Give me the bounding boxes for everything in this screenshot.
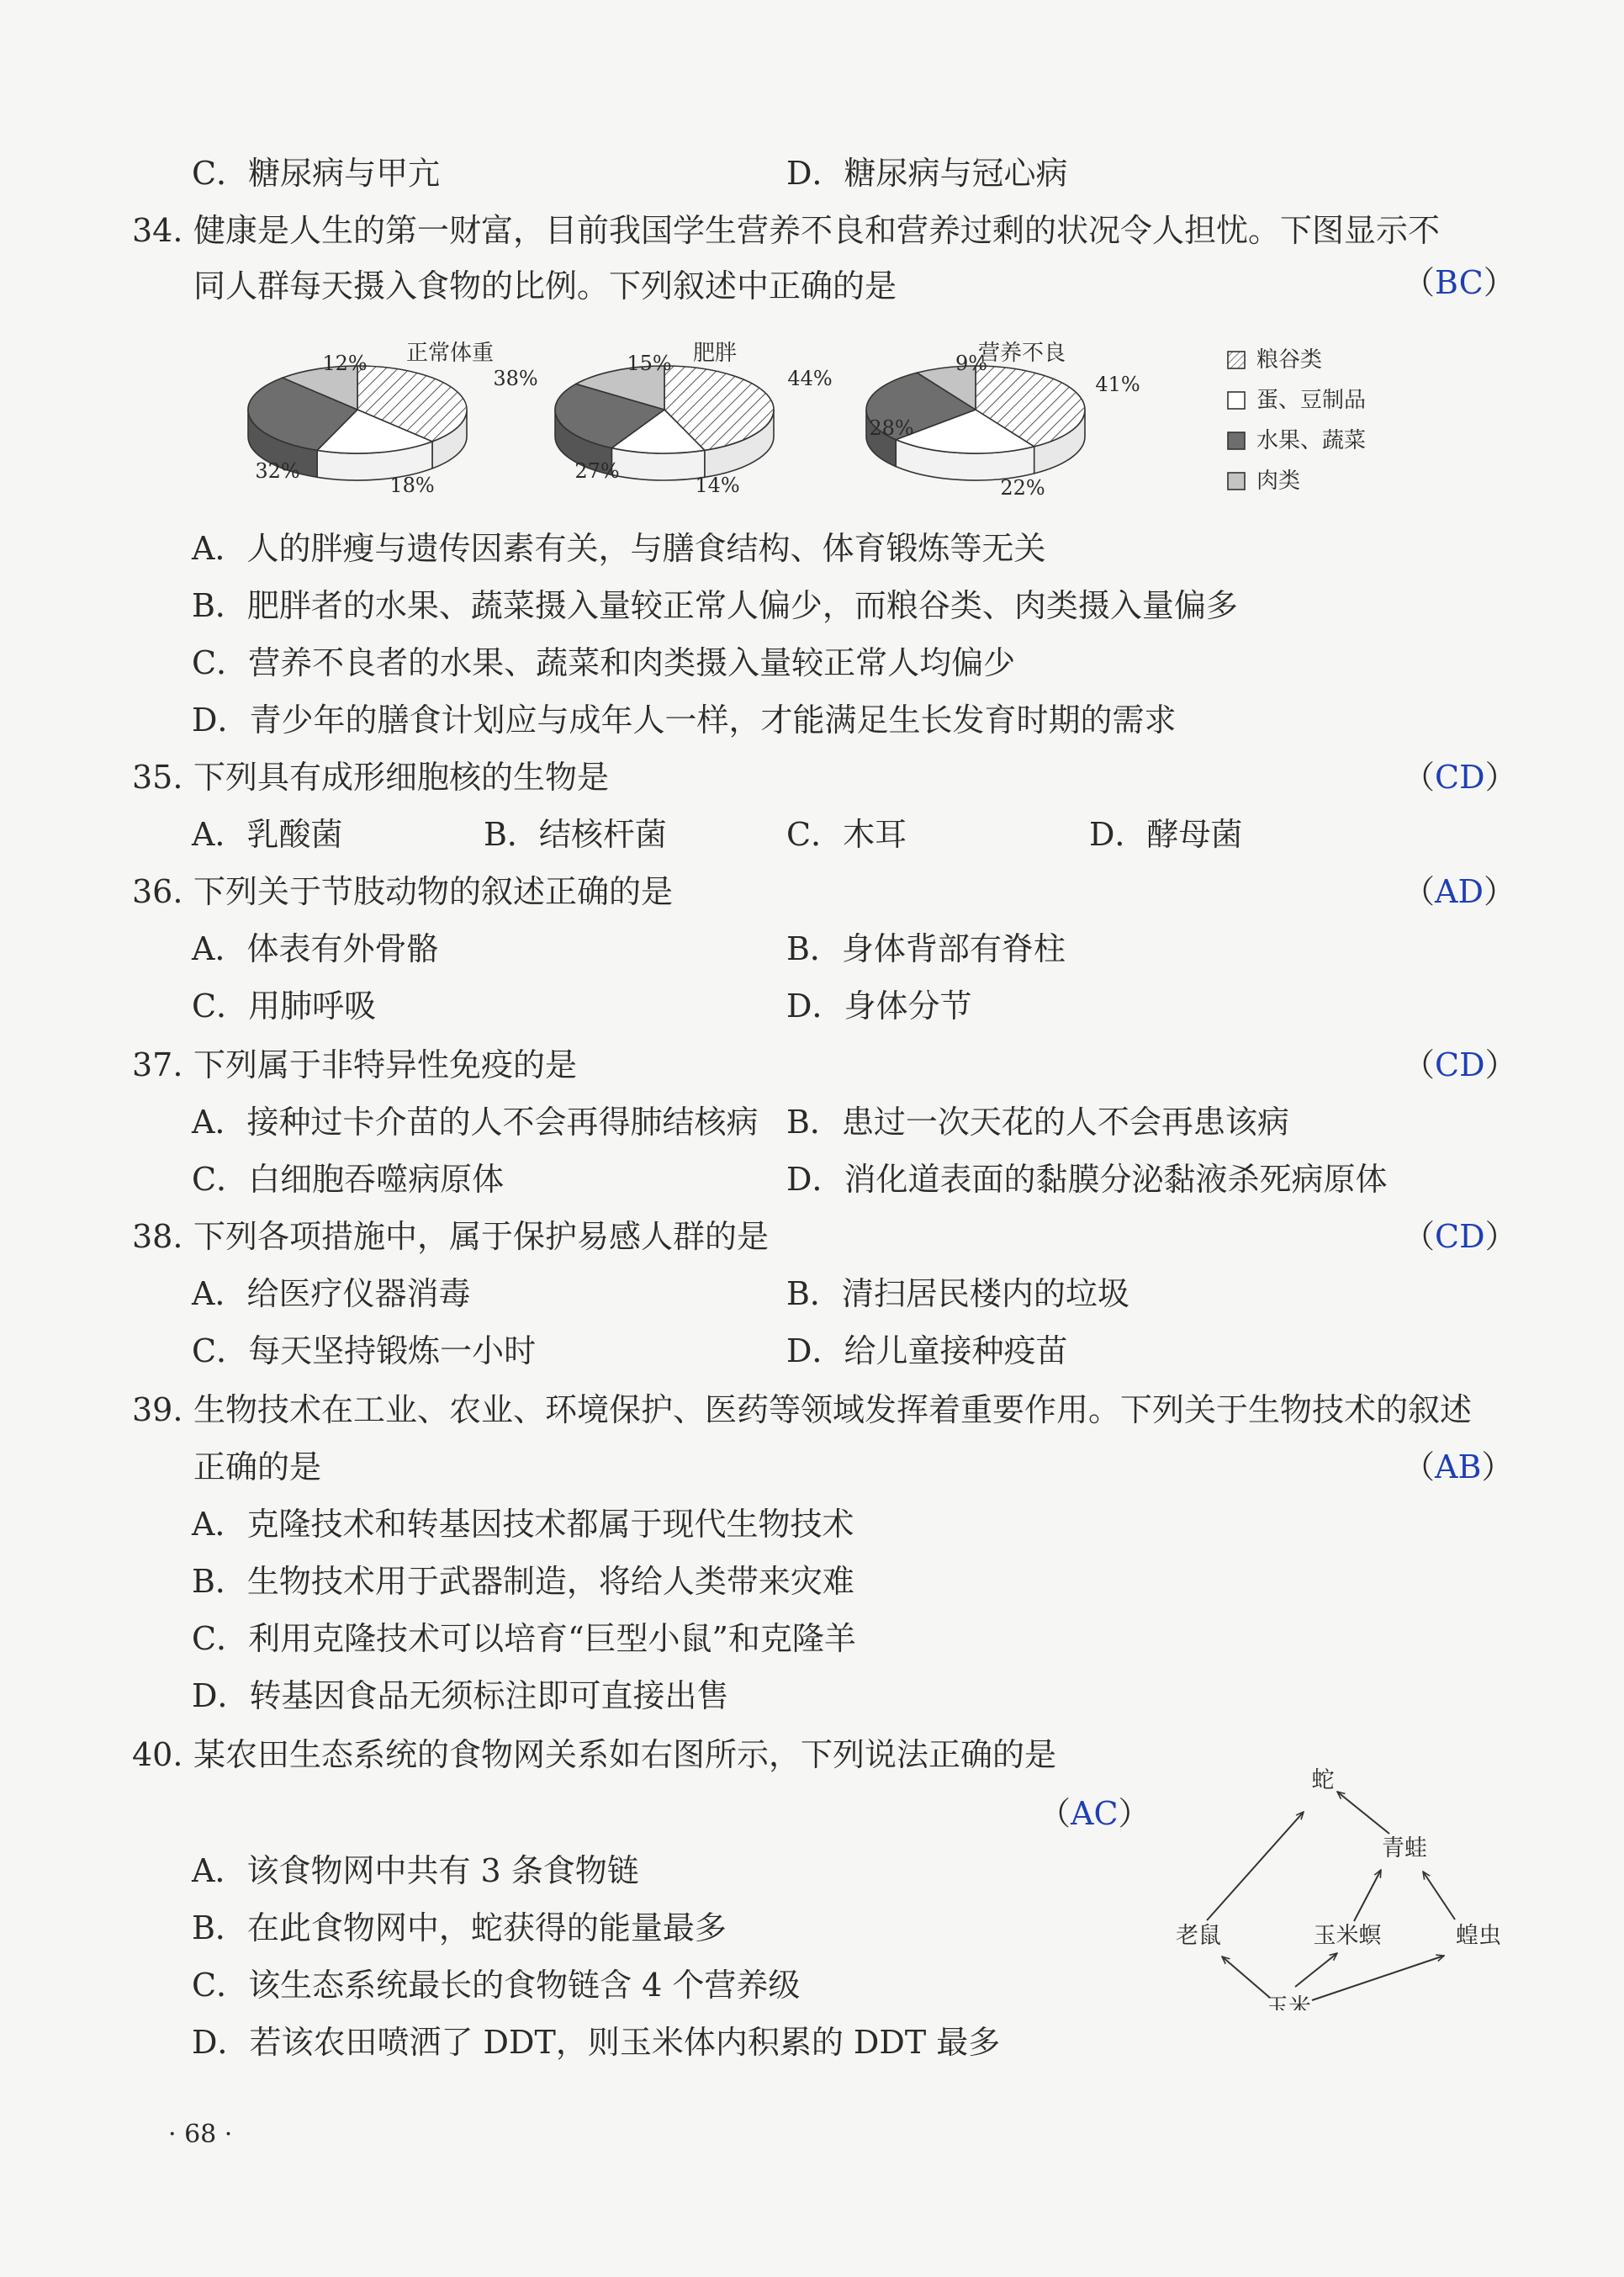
question-number: 36. <box>132 873 183 910</box>
arrow-borer-frog <box>1354 1870 1381 1921</box>
paren-close: ） <box>1483 264 1516 301</box>
option-c: C．白细胞吞噬病原体 <box>192 1161 505 1198</box>
node-mouse: 老鼠 <box>1176 1923 1221 1949</box>
option-d: D．酵母菌 <box>1089 816 1243 853</box>
option-a: A．该食物网中共有 3 条食物链 <box>192 1852 639 1889</box>
pie-title-1: 肥胖 <box>692 341 738 366</box>
node-snake: 蛇 <box>1311 1767 1335 1793</box>
option-a: A．体表有外骨骼 <box>192 930 439 967</box>
pie-title-2: 营养不良 <box>977 341 1066 366</box>
option-c: C．营养不良者的水果、蔬菜和肉类摄入量较正常人均偏少 <box>192 644 1016 681</box>
pie-label-0-3: 12% <box>322 352 368 375</box>
option-a: A．乳酸菌 <box>192 816 343 853</box>
option-b: B．患过一次天花的人不会再患该病 <box>786 1104 1289 1141</box>
question-number: 35. <box>132 759 183 796</box>
pie-charts-svg <box>235 328 1413 522</box>
option-d: D．消化道表面的黏膜分泌黏液杀死病原体 <box>786 1161 1388 1198</box>
arrow-corn-mouse <box>1222 1957 1270 1998</box>
paren-close: ） <box>1484 1046 1517 1083</box>
question-stem: 下列关于节肢动物的叙述正确的是 <box>193 873 674 910</box>
answer-bracket <box>1403 1045 1517 1085</box>
question-number: 34. <box>132 212 183 249</box>
paren-close: ） <box>1484 1218 1517 1255</box>
arrow-corn-locust <box>1312 1956 1444 2000</box>
option-d: D．转基因食品无须标注即可直接出售 <box>192 1677 729 1714</box>
paren-open: （ <box>1403 873 1436 910</box>
answer-bracket <box>1403 1216 1517 1257</box>
question-stem: 下列具有成形细胞核的生物是 <box>193 759 610 796</box>
option-b: B．生物技术用于武器制造，将给人类带来灾难 <box>192 1563 854 1600</box>
answer-bracket <box>1403 1447 1513 1487</box>
answer-value: AB <box>1435 1448 1482 1485</box>
pie-label-0-1: 18% <box>389 474 435 497</box>
node-corn: 玉米 <box>1266 1994 1311 2010</box>
legend-label-1: 蛋、豆制品 <box>1256 388 1367 413</box>
option-c: C．用肺呼吸 <box>192 988 377 1025</box>
option-d: D．身体分节 <box>786 988 972 1025</box>
option-a: A．人的胖瘦与遗传因素有关，与膳食结构、体育锻炼等无关 <box>192 530 1046 567</box>
option-d: D．青少年的膳食计划应与成年人一样，才能满足生长发育时期的需求 <box>192 702 1177 739</box>
option-a: A．接种过卡介苗的人不会再得肺结核病 <box>192 1104 759 1141</box>
food-web-svg <box>1161 1741 1514 2010</box>
question-stem: 正确的是 <box>193 1448 322 1485</box>
paren-open: （ <box>1403 264 1436 301</box>
question-stem: 同人群每天摄入食物的比例。下列叙述中正确的是 <box>193 267 897 304</box>
answer-value: CD <box>1435 1046 1485 1083</box>
option-b: B．肥胖者的水果、蔬菜摄入量较正常人偏少，而粮谷类、肉类摄入量偏多 <box>192 587 1238 624</box>
pie-label-1-0: 44% <box>787 367 833 390</box>
question-number: 39. <box>132 1391 183 1428</box>
q33-option-c: C．糖尿病与甲亢 <box>192 155 441 192</box>
question-stem: 下列属于非特异性免疫的是 <box>193 1046 578 1083</box>
pie-label-2-0: 41% <box>1095 373 1140 396</box>
answer-value: CD <box>1435 759 1485 796</box>
option-c: C．该生态系统最长的食物链含 4 个营养级 <box>192 1967 801 2004</box>
answer-bracket <box>1403 262 1516 303</box>
option-c: C．木耳 <box>786 816 907 853</box>
food-web-diagram <box>1161 1741 1514 2014</box>
arrow-locust-frog <box>1423 1872 1455 1920</box>
answer-value: CD <box>1435 1218 1485 1255</box>
option-d: D．若该农田喷洒了 DDT，则玉米体内积累的 DDT 最多 <box>192 2024 1001 2061</box>
answer-value: BC <box>1435 264 1484 301</box>
pie-label-1-2: 27% <box>574 459 620 483</box>
legend-label-3: 肉类 <box>1256 469 1301 494</box>
page-number: · 68 · <box>168 2120 233 2149</box>
paren-open: （ <box>1403 1046 1436 1083</box>
question-stem: 下列各项措施中，属于保护易感人群的是 <box>193 1218 770 1255</box>
paren-close: ） <box>1483 873 1516 910</box>
answer-value: AD <box>1435 873 1484 910</box>
arrow-corn-borer <box>1295 1953 1337 1987</box>
option-c: C．利用克隆技术可以培育“巨型小鼠”和克隆羊 <box>192 1620 856 1657</box>
node-frog: 青蛙 <box>1382 1835 1427 1861</box>
answer-bracket <box>1403 871 1516 912</box>
pie-label-1-1: 14% <box>695 474 740 497</box>
legend-swatch-3 <box>1228 473 1245 490</box>
paren-close: ） <box>1481 1448 1514 1485</box>
pie-title-0: 正常体重 <box>405 341 495 366</box>
paren-close: ） <box>1484 759 1517 796</box>
answer-value: AC <box>1071 1795 1119 1832</box>
node-locust: 蝗虫 <box>1456 1923 1501 1949</box>
option-b: B．在此食物网中，蛇获得的能量最多 <box>192 1909 727 1946</box>
question-number: 37. <box>132 1046 183 1083</box>
option-b: B．清扫居民楼内的垃圾 <box>786 1275 1129 1312</box>
pie-label-2-2: 28% <box>869 416 914 440</box>
option-b: B．结核杆菌 <box>484 816 667 853</box>
question-stem: 生物技术在工业、农业、环境保护、医药等领域发挥着重要作用。下列关于生物技术的叙述 <box>193 1391 1473 1428</box>
pie-label-2-1: 22% <box>1000 476 1045 500</box>
answer-bracket <box>1039 1793 1151 1834</box>
paren-open: （ <box>1039 1795 1071 1832</box>
q33-option-d: D．糖尿病与冠心病 <box>786 155 1068 192</box>
option-c: C．每天坚持锻炼一小时 <box>192 1332 537 1369</box>
option-b: B．身体背部有脊柱 <box>786 930 1066 967</box>
option-d: D．给儿童接种疫苗 <box>786 1332 1068 1369</box>
legend-swatch-2 <box>1228 432 1245 449</box>
pie-label-0-0: 38% <box>493 367 538 390</box>
legend-label-0: 粮谷类 <box>1256 347 1323 373</box>
option-a: A．给医疗仪器消毒 <box>192 1275 471 1312</box>
pie-label-0-2: 32% <box>255 459 300 483</box>
pie-label-2-3: 9% <box>955 352 988 375</box>
question-stem: 某农田生态系统的食物网关系如右图所示，下列说法正确的是 <box>193 1736 1057 1773</box>
legend-swatch-1 <box>1228 392 1245 409</box>
paren-open: （ <box>1403 759 1436 796</box>
node-borer: 玉米螟 <box>1313 1923 1382 1949</box>
arrow-mouse-snake <box>1207 1812 1304 1920</box>
chart-legend <box>1228 347 1366 494</box>
pie-label-1-3: 15% <box>627 352 672 375</box>
arrow-frog-snake <box>1337 1792 1389 1834</box>
legend-label-2: 水果、蔬菜 <box>1256 428 1367 453</box>
paren-open: （ <box>1403 1218 1436 1255</box>
paren-close: ） <box>1118 1795 1151 1832</box>
pie-chart-figure <box>235 328 1413 525</box>
answer-bracket <box>1403 757 1517 797</box>
question-number: 40. <box>132 1736 183 1773</box>
option-a: A．克隆技术和转基因技术都属于现代生物技术 <box>192 1506 854 1543</box>
paren-open: （ <box>1403 1448 1436 1485</box>
question-stem: 健康是人生的第一财富，目前我国学生营养不良和营养过剩的状况令人担忧。下图显示不 <box>193 212 1441 249</box>
question-number: 38. <box>132 1218 183 1255</box>
legend-swatch-0 <box>1228 352 1245 368</box>
